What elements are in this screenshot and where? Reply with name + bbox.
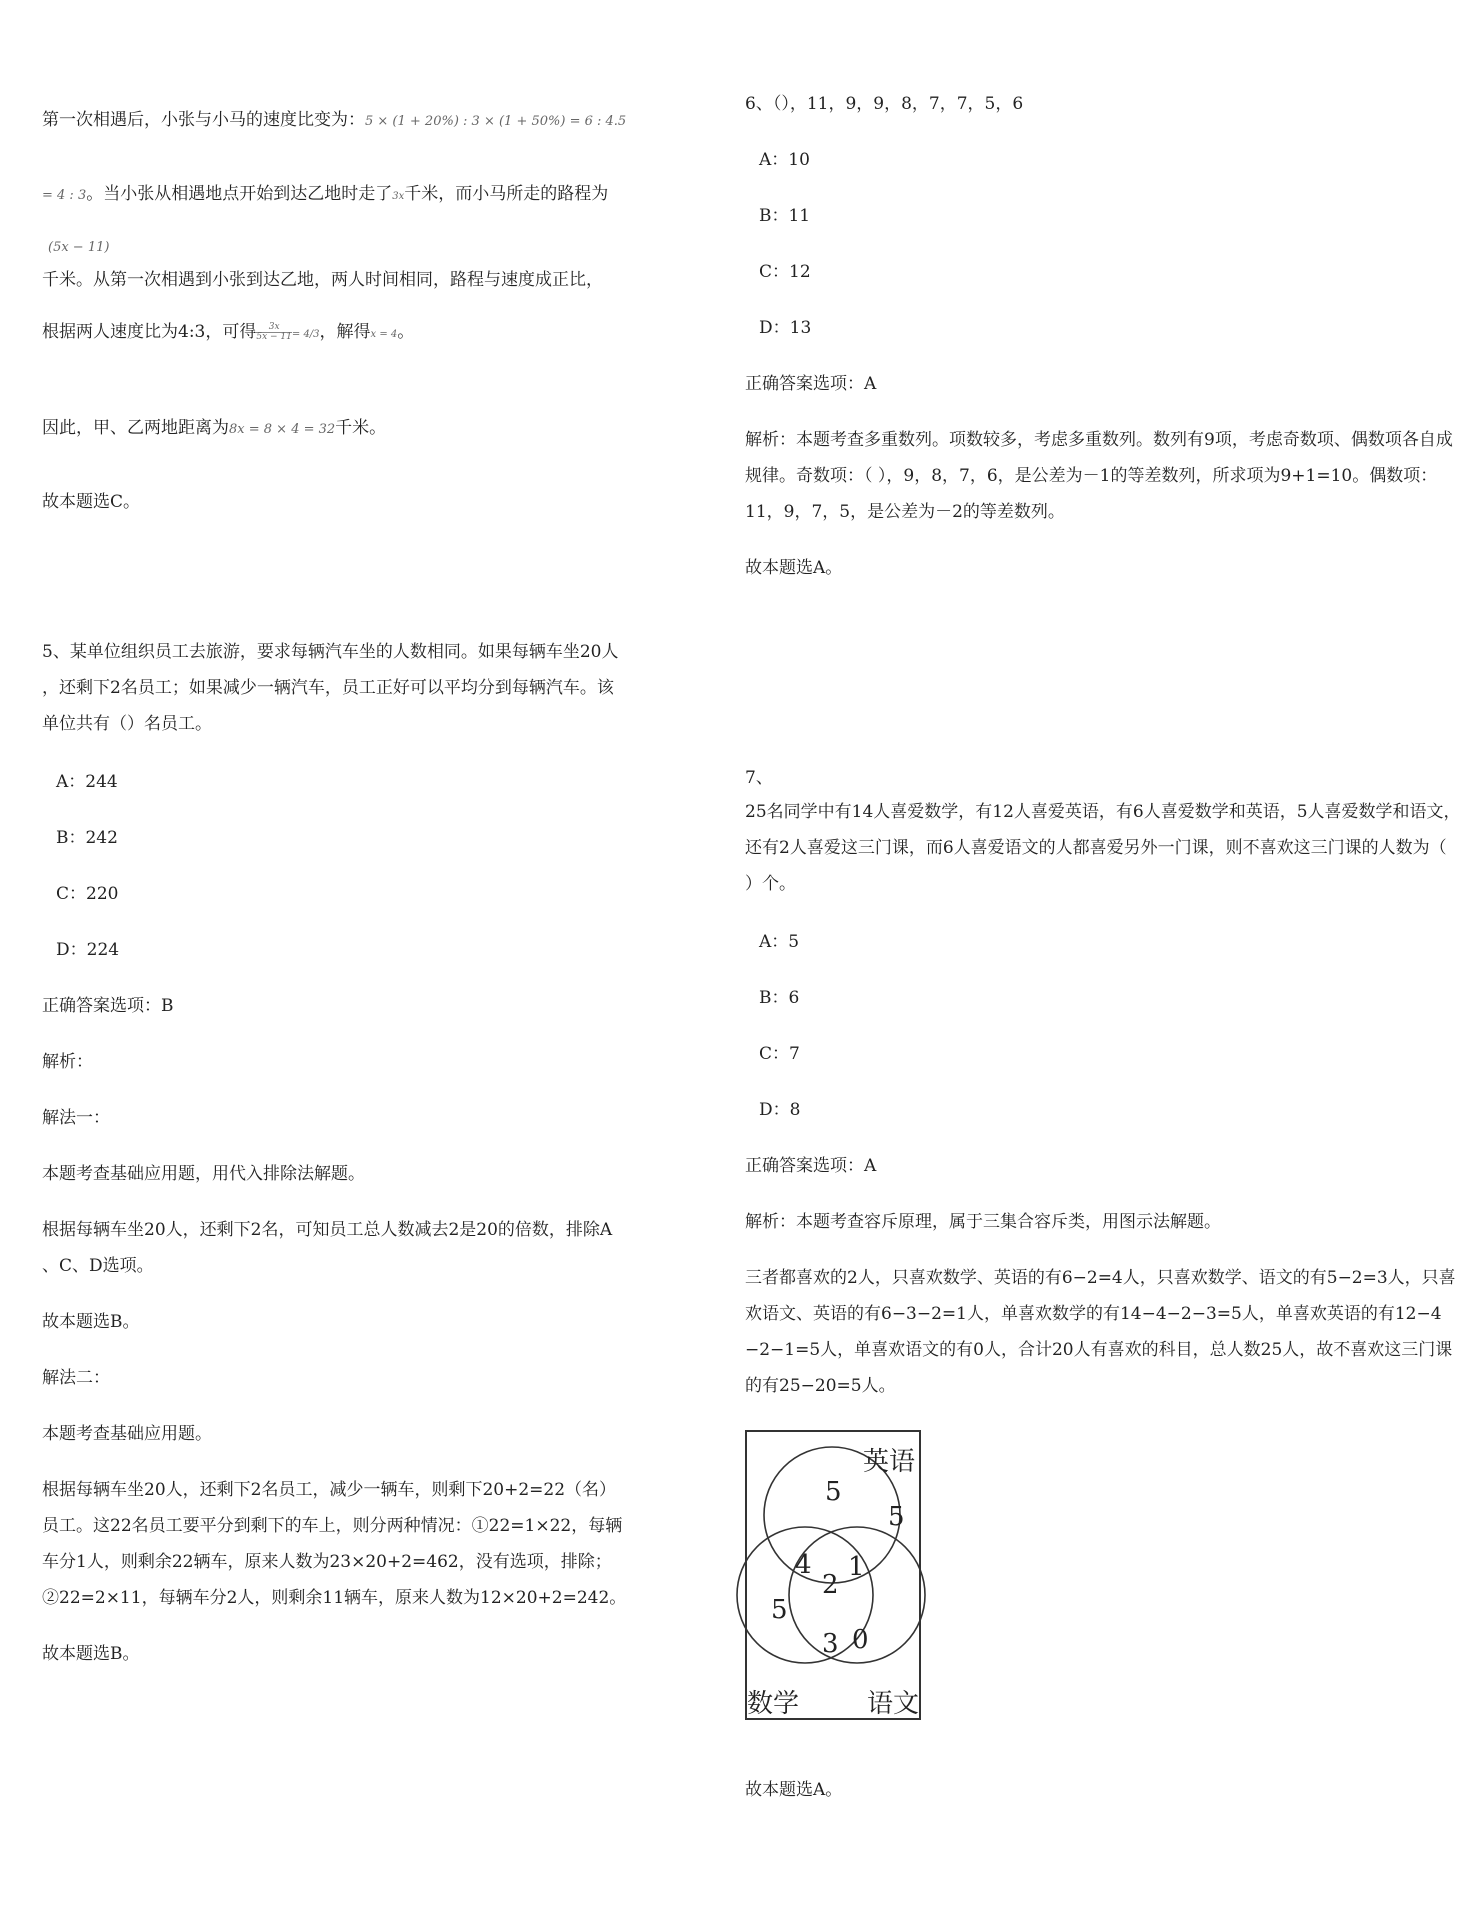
math-formula: 8x = 8 × 4 = 32 — [229, 422, 336, 437]
q7-detail-line-2: 欢语文、英语的有6−3−2=1人，单喜欢数学的有14−4−2−3=5人，单喜欢英语的有12−4 — [745, 1304, 1442, 1324]
q6-analysis-line-2: 规律。奇数项：（ ），9，8，7，6，是公差为－1的等差数列，所求项为9+1=10。偶数项： — [745, 466, 1438, 486]
distance-line — [42, 180, 608, 208]
text: 千米。 — [335, 418, 387, 438]
q5-method2-conclusion: 故本题选B。 — [42, 1644, 140, 1664]
math-formula: 3x — [392, 191, 405, 202]
fraction — [256, 323, 292, 342]
q6-analysis-line-1: 解析：本题考查多重数列。项数较多，考虑多重数列。数列有9项，考虑奇数项、偶数项各自成 — [745, 430, 1453, 450]
fraction-denominator: 5x − 11 — [256, 332, 292, 342]
q7-detail-line-1: 三者都喜欢的2人，只喜欢数学、英语的有6−2=4人，只喜欢数学、语文的有5−2=3人，只喜 — [745, 1268, 1456, 1288]
venn-label-english: 英语 — [863, 1447, 916, 1477]
math-formula: 5 × (1 + 20%) : 3 × (1 + 50%) = 6 : 4.5 — [365, 114, 627, 129]
q5-method1-label: 解法一： — [42, 1108, 110, 1128]
expression-line — [48, 232, 109, 260]
text: 根据两人速度比为4:3，可得 — [42, 322, 257, 342]
q7-stem-line-3: ）个。 — [745, 874, 796, 894]
q6-option-c: C：12 — [759, 262, 811, 282]
text: 千米，而小马所走的路程为 — [404, 184, 609, 204]
q7-answer: 正确答案选项：A — [745, 1156, 877, 1176]
equation-line — [42, 318, 414, 346]
text: 。 — [397, 322, 415, 342]
q5-option-b: B：242 — [56, 828, 118, 848]
q5-option-a: A：244 — [56, 772, 118, 792]
q7-number: 7、 — [745, 768, 773, 788]
conclusion-line: 故本题选C。 — [42, 492, 141, 512]
q6-answer: 正确答案选项：A — [745, 374, 877, 394]
venn-math-english: 4 — [795, 1550, 812, 1580]
venn-english-chinese: 1 — [848, 1552, 865, 1582]
text: 第一次相遇后，小张与小马的速度比变为： — [42, 110, 365, 130]
q7-analysis: 解析：本题考查容斥原理，属于三集合容斥类，用图示法解题。 — [745, 1212, 1221, 1232]
q5-analysis-label: 解析： — [42, 1052, 93, 1072]
q7-detail-line-4: 的有25−20=5人。 — [745, 1376, 896, 1396]
math-formula: x = 4 — [370, 329, 398, 340]
q7-stem-line-1: 25名同学中有14人喜爱数学，有12人喜爱英语，有6人喜爱数学和英语，5人喜爱数学和语文， — [745, 802, 1461, 822]
text: 。当小张从相遇地点开始到达乙地时走了 — [86, 184, 393, 204]
q5-method1-line1: 本题考查基础应用题，用代入排除法解题。 — [42, 1164, 365, 1184]
q7-option-a: A：5 — [759, 932, 800, 952]
q6-option-b: B：11 — [759, 206, 811, 226]
q5-answer: 正确答案选项：B — [42, 996, 174, 1016]
q5-method2-line1: 本题考查基础应用题。 — [42, 1424, 212, 1444]
q7-stem-line-2: 还有2人喜爱这三门课，而6人喜爱语文的人都喜爱另外一门课，则不喜欢这三门课的人数为（ — [745, 838, 1447, 858]
venn-math-chinese: 3 — [822, 1629, 839, 1659]
venn-label-chinese: 语文 — [867, 1689, 920, 1719]
q5-stem-line-1: 5、某单位组织员工去旅游，要求每辆汽车坐的人数相同。如果每辆车坐20人 — [42, 642, 619, 662]
q7-conclusion: 故本题选A。 — [745, 1780, 843, 1800]
q5-method2-label: 解法二： — [42, 1368, 110, 1388]
q6-analysis-line-3: 11，9，7，5，是公差为－2的等差数列。 — [745, 502, 1065, 522]
math-formula: = 4 : 3 — [42, 188, 87, 203]
text: 因此，甲、乙两地距离为 — [42, 418, 229, 438]
q5-method2-line2d: ②22=2×11，每辆车分2人，则剩余11辆车，原来人数为12×20+2=242。 — [42, 1588, 627, 1608]
venn-only-math: 5 — [771, 1595, 788, 1625]
math-formula: (5x − 11) — [48, 240, 110, 255]
venn-all-three: 2 — [822, 1570, 839, 1600]
q7-option-d: D：8 — [759, 1100, 801, 1120]
q7-option-b: B：6 — [759, 988, 800, 1008]
venn-label-math: 数学 — [747, 1689, 800, 1719]
q5-method1-conclusion: 故本题选B。 — [42, 1312, 140, 1332]
venn-only-chinese: 0 — [852, 1625, 869, 1655]
speed-ratio-line — [42, 106, 626, 134]
q5-option-c: C：220 — [56, 884, 119, 904]
q6-option-a: A：10 — [759, 150, 810, 170]
result-line — [42, 414, 386, 442]
venn-only-english: 5 — [825, 1477, 842, 1507]
venn-outside: 5 — [888, 1502, 905, 1532]
q7-option-c: C：7 — [759, 1044, 800, 1064]
fraction-numerator: 3x — [256, 323, 292, 333]
q7-detail-line-3: −2−1=5人，单喜欢语文的有0人，合计20人有喜欢的科目，总人数25人，故不喜欢这三门课 — [745, 1340, 1453, 1360]
q5-method1-line2a: 根据每辆车坐20人，还剩下2名，可知员工总人数减去2是20的倍数，排除A — [42, 1220, 613, 1240]
math-formula: = 4/3 — [291, 329, 320, 340]
q6-option-d: D：13 — [759, 318, 812, 338]
q5-method2-line2a: 根据每辆车坐20人，还剩下2名员工，减少一辆车，则剩下20+2=22（名） — [42, 1480, 617, 1500]
q5-stem-line-2: ，还剩下2名员工；如果减少一辆汽车，员工正好可以平均分到每辆汽车。该 — [42, 678, 614, 698]
text: ，解得 — [319, 322, 371, 342]
q5-method2-line2b: 员工。这22名员工要平分到剩下的车上，则分两种情况：①22=1×22，每辆 — [42, 1516, 623, 1536]
venn-diagram — [745, 1430, 921, 1720]
proportion-line: 千米。从第一次相遇到小张到达乙地，两人时间相同，路程与速度成正比， — [42, 270, 603, 290]
q6-stem: 6、（），11，9，9，8，7，7，5，6 — [745, 94, 1024, 114]
q5-method1-line2b: 、C、D选项。 — [42, 1256, 154, 1276]
q5-method2-line2c: 车分1人，则剩余22辆车，原来人数为23×20+2=462，没有选项，排除； — [42, 1552, 612, 1572]
q6-conclusion: 故本题选A。 — [745, 558, 843, 578]
q5-option-d: D：224 — [56, 940, 120, 960]
q5-stem-line-3: 单位共有（）名员工。 — [42, 714, 212, 734]
